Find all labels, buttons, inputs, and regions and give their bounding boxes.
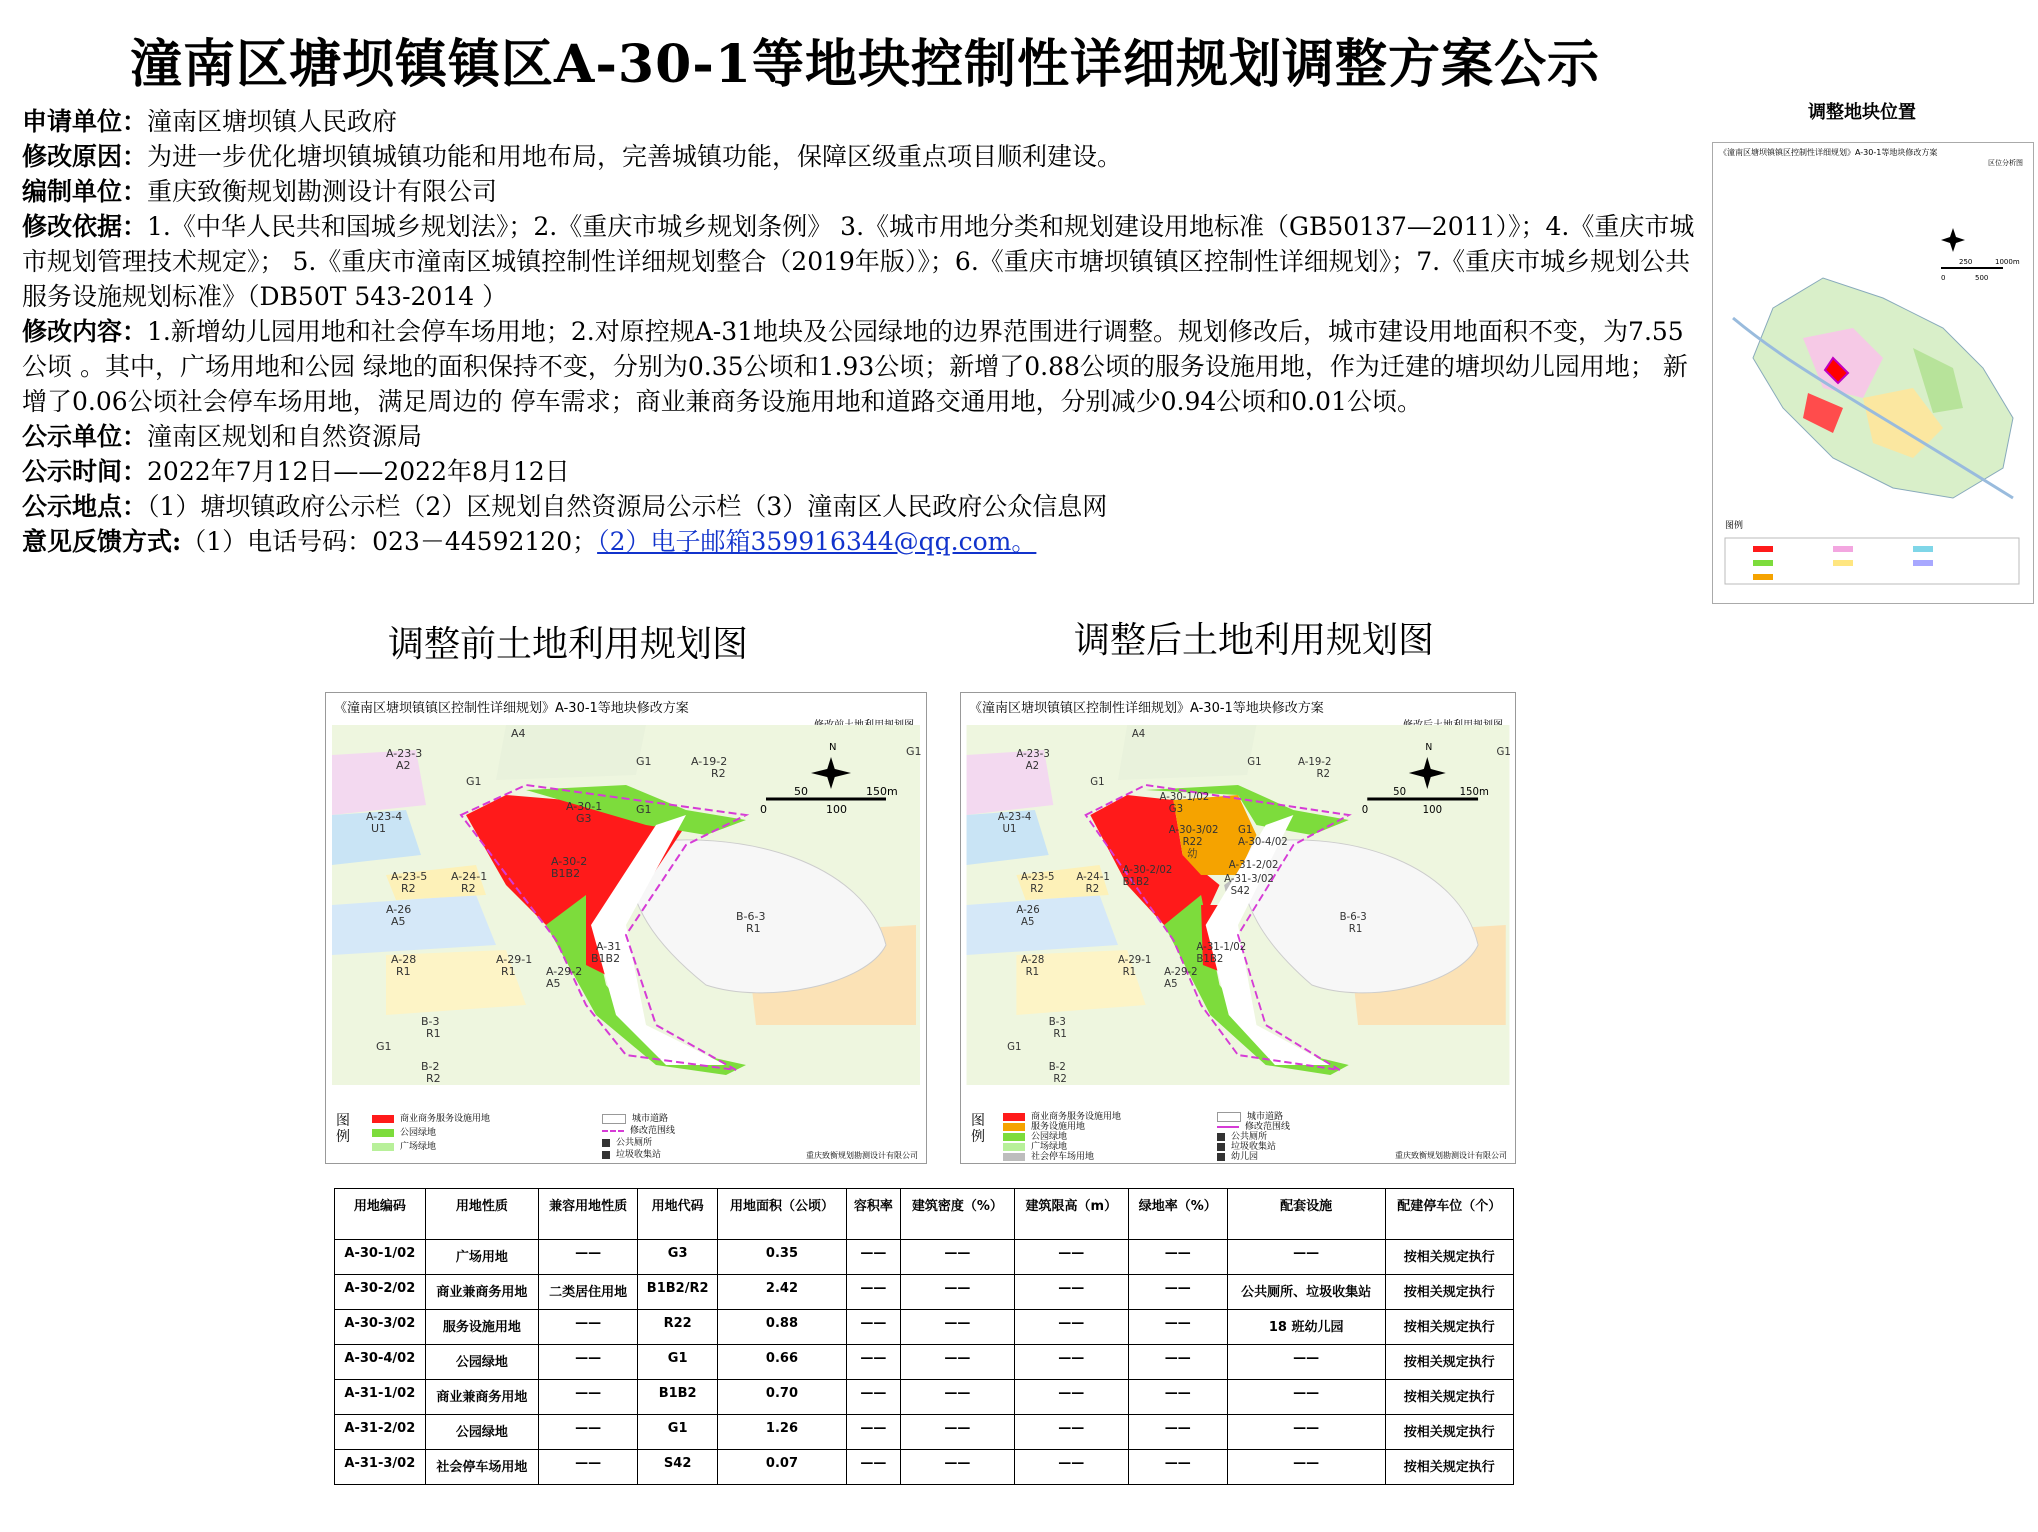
before-map-header: 《潼南区塘坝镇镇区控制性详细规划》A-30-1等地块修改方案 bbox=[334, 701, 689, 716]
before-map-label: R2 bbox=[461, 882, 476, 895]
after-map-label: A-19-2 bbox=[1298, 755, 1332, 769]
content-label: 修改内容： bbox=[22, 317, 148, 346]
table-cell: —— bbox=[846, 1450, 901, 1485]
before-map-label: R2 bbox=[426, 1072, 441, 1085]
after-map-label: R2 bbox=[1085, 882, 1100, 896]
after-map-label: B-3 bbox=[1048, 1015, 1066, 1029]
location-map-sub: 区位分析图 bbox=[1988, 159, 2023, 167]
after-map-label: G1 bbox=[1247, 755, 1262, 769]
before-map-label: A-23-4 bbox=[366, 810, 403, 823]
before-map-label: G1 bbox=[906, 745, 922, 758]
after-map-label: B1B2 bbox=[1196, 952, 1224, 966]
table-cell: 商业兼商务用地 bbox=[425, 1275, 539, 1310]
table-header-row bbox=[335, 1189, 1514, 1240]
table-header-cell: 用地面积（公顷） bbox=[718, 1189, 846, 1240]
table-header-cell: 配建停车位（个） bbox=[1385, 1189, 1513, 1240]
place-label: 公示地点： bbox=[22, 492, 148, 521]
after-map-label: R22 bbox=[1182, 835, 1203, 849]
table-cell: A-30-3/02 bbox=[335, 1310, 426, 1345]
before-map-label: A4 bbox=[511, 727, 526, 740]
after-map-label: R1 bbox=[1053, 1027, 1067, 1041]
before-scale-0: 0 bbox=[760, 803, 767, 816]
table-cell: 广场用地 bbox=[425, 1240, 539, 1275]
table-cell: 按相关规定执行 bbox=[1385, 1345, 1513, 1380]
before-parcel-a5 bbox=[332, 895, 496, 955]
before-map-label: A-28 bbox=[391, 953, 417, 966]
land-use-table-body bbox=[335, 1240, 1514, 1485]
table-cell: B1B2/R2 bbox=[638, 1275, 718, 1310]
after-legend-item-8: 公共厕所 bbox=[1217, 1129, 1267, 1142]
table-cell: —— bbox=[901, 1450, 1015, 1485]
land-use-table bbox=[334, 1188, 1514, 1485]
table-cell: —— bbox=[1014, 1310, 1128, 1345]
table-cell: 0.07 bbox=[718, 1450, 846, 1485]
table-cell: —— bbox=[846, 1275, 901, 1310]
table-cell: —— bbox=[901, 1345, 1015, 1380]
table-row bbox=[335, 1415, 1514, 1450]
after-map-label: A-23-3 bbox=[1016, 747, 1050, 761]
table-cell: 2.42 bbox=[718, 1275, 846, 1310]
before-map-label: G1 bbox=[376, 1040, 392, 1053]
after-scale-50: 50 bbox=[1393, 785, 1407, 799]
applicant-line bbox=[22, 104, 1702, 139]
before-map-label: A-30-2 bbox=[551, 855, 588, 868]
after-map-label: A-29-2 bbox=[1164, 965, 1198, 979]
after-map-label: U1 bbox=[1002, 822, 1017, 836]
before-map-label: A-19-2 bbox=[691, 755, 728, 768]
table-cell: G1 bbox=[638, 1345, 718, 1380]
location-legend-title: 图例 bbox=[1725, 521, 1744, 531]
table-row bbox=[335, 1450, 1514, 1485]
after-map-label: A-29-1 bbox=[1117, 953, 1152, 967]
before-map-label: R1 bbox=[396, 965, 411, 978]
before-map-label: A5 bbox=[391, 915, 406, 928]
location-map bbox=[1712, 142, 2034, 604]
table-cell: 0.70 bbox=[718, 1380, 846, 1415]
table-cell: —— bbox=[846, 1240, 901, 1275]
before-map-label: G1 bbox=[636, 755, 652, 768]
before-map-label: B1B2 bbox=[591, 952, 621, 965]
after-legend-item-10: 幼儿园 bbox=[1217, 1149, 1258, 1162]
table-cell: 1.26 bbox=[718, 1415, 846, 1450]
compiler-value: 重庆致衡规划勘测设计有限公司 bbox=[147, 177, 498, 206]
before-map-label: B-2 bbox=[421, 1060, 440, 1073]
after-map-label: A-30-4/02 bbox=[1238, 835, 1288, 849]
applicant-value: 潼南区塘坝镇人民政府 bbox=[147, 107, 398, 136]
table-cell: A-31-1/02 bbox=[335, 1380, 426, 1415]
after-map-label: R2 bbox=[1316, 767, 1331, 781]
after-map-label: A-28 bbox=[1021, 953, 1045, 967]
content-value: 1.新增幼儿园用地和社会停车场用地；2.对原控规A-31地块及公园绿地的边界范围进行调整。规划修改后，城市建设用地面积不变，为7.55公顷 。其中，广场用地和公园 绿地的面积保持不变，分别为0.35公顷和1.93公顷；新增了0.88公顷的服务设施用地，作为迁建的塘坝幼儿园用地； 新增了0.06公顷社会停车场用地，满足周边的 停车需求；商业兼商务设施用地和道路交通用地，分别减少0.94公顷和0.01公顷。 bbox=[22, 317, 1688, 416]
table-header-cell: 兼容用地性质 bbox=[539, 1189, 638, 1240]
table-cell: 按相关规定执行 bbox=[1385, 1275, 1513, 1310]
publisher-value: 潼南区规划和自然资源局 bbox=[147, 422, 423, 451]
publisher-line bbox=[22, 419, 1702, 454]
after-map-label: A5 bbox=[1164, 977, 1178, 991]
location-legend-swatch-5 bbox=[1833, 560, 1853, 566]
after-map-label: A-31-3/02 bbox=[1224, 872, 1274, 886]
table-cell: 社会停车场用地 bbox=[425, 1450, 539, 1485]
table-cell: —— bbox=[539, 1415, 638, 1450]
after-legend-item-7: 修改范围线 bbox=[1217, 1119, 1290, 1132]
table-cell: —— bbox=[1227, 1450, 1385, 1485]
publisher-label: 公示单位： bbox=[22, 422, 148, 451]
after-map-label: G1 bbox=[1496, 745, 1511, 759]
table-cell: —— bbox=[1227, 1240, 1385, 1275]
location-scale-500: 500 bbox=[1975, 274, 1989, 282]
table-cell: 按相关规定执行 bbox=[1385, 1450, 1513, 1485]
before-legend-item-4: 城市道路 bbox=[602, 1111, 668, 1124]
table-cell: —— bbox=[901, 1240, 1015, 1275]
before-map-label: A-23-3 bbox=[386, 747, 423, 760]
before-legend-item-2: 公园绿地 bbox=[372, 1125, 436, 1138]
after-legend-title: 图 例 bbox=[971, 1113, 985, 1145]
after-map-label: A-30-2/02 bbox=[1122, 863, 1173, 877]
before-map-label: A5 bbox=[546, 977, 561, 990]
table-cell: 按相关规定执行 bbox=[1385, 1310, 1513, 1345]
table-cell: 0.88 bbox=[718, 1310, 846, 1345]
after-map-label: A5 bbox=[1021, 915, 1035, 929]
before-map-label: A-30-1 bbox=[566, 800, 603, 813]
location-legend-swatch-7 bbox=[1913, 560, 1933, 566]
table-cell: —— bbox=[539, 1380, 638, 1415]
after-legend-item-6: 城市道路 bbox=[1217, 1109, 1283, 1122]
table-header-cell: 用地编码 bbox=[335, 1189, 426, 1240]
table-cell: —— bbox=[901, 1275, 1015, 1310]
before-map-label: G1 bbox=[466, 775, 482, 788]
time-line bbox=[22, 454, 1702, 489]
table-header-cell: 用地性质 bbox=[425, 1189, 539, 1240]
after-scale-100: 100 bbox=[1422, 803, 1443, 817]
table-cell: —— bbox=[901, 1415, 1015, 1450]
after-map-label: A-23-5 bbox=[1021, 870, 1055, 884]
table-row bbox=[335, 1275, 1514, 1310]
after-map-header: 《潼南区塘坝镇镇区控制性详细规划》A-30-1等地块修改方案 bbox=[969, 701, 1324, 716]
table-cell: 18 班幼儿园 bbox=[1227, 1310, 1385, 1345]
after-map-label: R2 bbox=[1053, 1072, 1067, 1085]
notice-info bbox=[22, 104, 1702, 559]
table-cell: 按相关规定执行 bbox=[1385, 1380, 1513, 1415]
table-cell: —— bbox=[846, 1380, 901, 1415]
location-legend-swatch-3 bbox=[1753, 574, 1773, 580]
location-scale-0: 0 bbox=[1941, 274, 1946, 282]
table-cell: —— bbox=[1014, 1345, 1128, 1380]
table-row bbox=[335, 1345, 1514, 1380]
table-cell: G1 bbox=[638, 1415, 718, 1450]
table-cell: 0.66 bbox=[718, 1345, 846, 1380]
table-row bbox=[335, 1240, 1514, 1275]
table-cell: —— bbox=[1128, 1345, 1227, 1380]
table-cell: 二类居住用地 bbox=[539, 1275, 638, 1310]
after-map-label: G1 bbox=[1238, 823, 1253, 837]
table-row bbox=[335, 1310, 1514, 1345]
before-map-label: A-29-2 bbox=[546, 965, 583, 978]
page-title: 潼南区塘坝镇镇区A-30-1等地块控制性详细规划调整方案公示 bbox=[130, 34, 1601, 95]
basis-line bbox=[22, 209, 1702, 314]
table-cell: 公园绿地 bbox=[425, 1415, 539, 1450]
before-map-label: B-6-3 bbox=[736, 910, 766, 923]
table-cell: 0.35 bbox=[718, 1240, 846, 1275]
before-map bbox=[325, 692, 927, 1164]
after-map-label: B-2 bbox=[1048, 1060, 1066, 1074]
location-legend-swatch-2 bbox=[1753, 560, 1773, 566]
after-legend-item-5: 社会停车场用地 bbox=[1003, 1149, 1094, 1162]
table-cell: —— bbox=[1227, 1345, 1385, 1380]
table-cell: —— bbox=[846, 1310, 901, 1345]
table-cell: —— bbox=[539, 1240, 638, 1275]
after-map-label: G3 bbox=[1168, 802, 1184, 816]
after-map-label: A2 bbox=[1025, 759, 1040, 773]
after-map-label: A-26 bbox=[1016, 903, 1040, 917]
table-header-cell: 用地代码 bbox=[638, 1189, 718, 1240]
table-cell: —— bbox=[1128, 1450, 1227, 1485]
time-label: 公示时间： bbox=[22, 457, 148, 486]
table-cell: —— bbox=[1014, 1450, 1128, 1485]
table-cell: —— bbox=[1014, 1415, 1128, 1450]
after-map-label: R2 bbox=[1030, 882, 1044, 896]
place-line bbox=[22, 489, 1702, 524]
after-map-label: G1 bbox=[1090, 775, 1105, 789]
table-header-cell: 绿地率（%） bbox=[1128, 1189, 1227, 1240]
table-cell: G3 bbox=[638, 1240, 718, 1275]
after-map-label: R1 bbox=[1025, 965, 1040, 979]
after-map-label: A-30-1/02 bbox=[1159, 790, 1210, 804]
table-header-cell: 容积率 bbox=[846, 1189, 901, 1240]
table-cell: A-31-2/02 bbox=[335, 1415, 426, 1450]
table-cell: —— bbox=[539, 1450, 638, 1485]
table-header-cell: 建筑密度（%） bbox=[901, 1189, 1015, 1240]
after-legend-item-4: 广场绿地 bbox=[1003, 1139, 1067, 1152]
compiler-label: 编制单位： bbox=[22, 177, 148, 206]
before-map-label: R2 bbox=[401, 882, 416, 895]
table-cell: A-30-1/02 bbox=[335, 1240, 426, 1275]
table-cell: 商业兼商务用地 bbox=[425, 1380, 539, 1415]
before-scale-150: 150m bbox=[866, 785, 898, 798]
table-cell: —— bbox=[901, 1380, 1015, 1415]
table-cell: —— bbox=[846, 1345, 901, 1380]
before-compass-north: N bbox=[829, 742, 837, 753]
location-map-header: 《潼南区塘坝镇镇区控制性详细规划》A-30-1等地块修改方案 bbox=[1719, 148, 1938, 157]
after-legend-item-2: 服务设施用地 bbox=[1003, 1119, 1085, 1132]
land-use-table-head bbox=[335, 1189, 1514, 1240]
location-legend-swatch-4 bbox=[1833, 546, 1853, 552]
after-map-label: B-6-3 bbox=[1339, 910, 1367, 924]
table-cell: R22 bbox=[638, 1310, 718, 1345]
feedback-label: 意见反馈方式: bbox=[22, 527, 182, 556]
before-legend-item-5: 修改范围线 bbox=[602, 1123, 675, 1136]
time-value: 2022年7月12日——2022年8月12日 bbox=[147, 457, 570, 486]
after-map-label: A4 bbox=[1131, 727, 1146, 741]
before-map-label: A-29-1 bbox=[496, 953, 533, 966]
table-cell: —— bbox=[1128, 1310, 1227, 1345]
table-cell: —— bbox=[901, 1310, 1015, 1345]
before-legend-item-7: 垃圾收集站 bbox=[602, 1147, 661, 1160]
table-cell: —— bbox=[1128, 1415, 1227, 1450]
before-map-label: B1B2 bbox=[551, 867, 581, 880]
table-cell: —— bbox=[539, 1345, 638, 1380]
after-map-label: G1 bbox=[1007, 1040, 1022, 1054]
after-map bbox=[960, 692, 1516, 1164]
before-scale-100: 100 bbox=[826, 803, 847, 816]
before-map-label: A-26 bbox=[386, 903, 412, 916]
after-legend-item-1: 商业商务服务设施用地 bbox=[1003, 1109, 1121, 1122]
compiler-line bbox=[22, 174, 1702, 209]
table-cell: 按相关规定执行 bbox=[1385, 1415, 1513, 1450]
after-map-label: A-30-3/02 bbox=[1168, 823, 1219, 837]
before-legend-item-6: 公共厕所 bbox=[602, 1135, 652, 1148]
table-cell: —— bbox=[1227, 1380, 1385, 1415]
after-credit: 重庆致衡规划勘测设计有限公司 bbox=[1395, 1151, 1507, 1160]
before-map-label: A-23-5 bbox=[391, 870, 428, 883]
after-map-label: 幼 bbox=[1187, 847, 1198, 861]
before-map-caption: 调整前土地利用规划图 bbox=[388, 624, 749, 665]
after-scale-150: 150m bbox=[1459, 785, 1489, 799]
after-map-label: A-23-4 bbox=[997, 810, 1032, 824]
before-map-label: U1 bbox=[371, 822, 387, 835]
table-cell: 公园绿地 bbox=[425, 1345, 539, 1380]
location-legend-swatch-1 bbox=[1753, 546, 1773, 552]
before-map-label: A-24-1 bbox=[451, 870, 488, 883]
before-map-label: R1 bbox=[426, 1027, 441, 1040]
table-cell: B1B2 bbox=[638, 1380, 718, 1415]
before-legend-title: 图 例 bbox=[336, 1113, 350, 1145]
table-cell: 公共厕所、垃圾收集站 bbox=[1227, 1275, 1385, 1310]
location-legend-swatch-6 bbox=[1913, 546, 1933, 552]
table-cell: S42 bbox=[638, 1450, 718, 1485]
reason-line bbox=[22, 139, 1702, 174]
location-scale-250: 250 bbox=[1959, 258, 1973, 266]
location-title: 调整地块位置 bbox=[1808, 102, 1916, 123]
table-cell: —— bbox=[1014, 1380, 1128, 1415]
before-map-label: R1 bbox=[501, 965, 516, 978]
before-map-label: R2 bbox=[711, 767, 726, 780]
basis-value: 1.《中华人民共和国城乡规划法》；2.《重庆市城乡规划条例》 3.《城市用地分类和规划建设用地标准（GB50137—2011）》；4.《重庆市城市规划管理技术规定》； 5.《重庆市潼南区城镇控制性详细规划整合（2019年版）》；6.《重庆市塘坝镇镇区控制性详细规划》；7.《重庆市城乡规划公共服务设施规划标准》（DB50T 543-2014 ） bbox=[22, 212, 1695, 311]
feedback-line bbox=[22, 524, 1702, 559]
reason-label: 修改原因： bbox=[22, 142, 148, 171]
before-scale-50: 50 bbox=[794, 785, 808, 798]
table-cell: 按相关规定执行 bbox=[1385, 1240, 1513, 1275]
table-cell: —— bbox=[1014, 1240, 1128, 1275]
table-header-cell: 建筑限高（m） bbox=[1014, 1189, 1128, 1240]
after-parcel-a5 bbox=[967, 895, 1118, 955]
applicant-label: 申请单位： bbox=[22, 107, 148, 136]
before-legend-item-3: 广场绿地 bbox=[372, 1139, 436, 1152]
before-legend-item-1: 商业商务服务设施用地 bbox=[372, 1111, 490, 1124]
after-compass-north: N bbox=[1425, 741, 1433, 754]
after-legend-item-3: 公园绿地 bbox=[1003, 1129, 1067, 1142]
table-cell: —— bbox=[539, 1310, 638, 1345]
reason-value: 为进一步优化塘坝镇城镇功能和用地布局，完善城镇功能，保障区级重点项目顺利建设。 bbox=[147, 142, 1123, 171]
before-credit: 重庆致衡规划勘测设计有限公司 bbox=[806, 1151, 918, 1160]
content-line bbox=[22, 314, 1702, 419]
before-map-label: G1 bbox=[636, 803, 652, 816]
table-cell: 服务设施用地 bbox=[425, 1310, 539, 1345]
location-scale-1000: 1000m bbox=[1995, 258, 2020, 266]
after-scale-0: 0 bbox=[1361, 803, 1369, 817]
after-map-label: S42 bbox=[1230, 884, 1250, 898]
before-map-label: A-31 bbox=[596, 940, 622, 953]
table-cell: —— bbox=[1128, 1275, 1227, 1310]
after-map-label: A-31-2/02 bbox=[1228, 858, 1279, 872]
table-cell: A-30-4/02 bbox=[335, 1345, 426, 1380]
basis-label: 修改依据： bbox=[22, 212, 148, 241]
before-map-drawing bbox=[326, 725, 926, 1085]
location-town-area bbox=[1753, 278, 2013, 498]
table-cell: A-30-2/02 bbox=[335, 1275, 426, 1310]
place-value: （1）塘坝镇政府公示栏（2）区规划自然资源局公示栏（3）潼南区人民政府公众信息网 bbox=[147, 492, 1108, 521]
after-map-label: B1B2 bbox=[1122, 875, 1150, 889]
before-map-label: A2 bbox=[396, 759, 411, 772]
after-legend-item-9: 垃圾收集站 bbox=[1217, 1139, 1276, 1152]
feedback-email-link[interactable]: （2）电子邮箱359916344@qq.com。 bbox=[597, 527, 1037, 556]
after-map-label: R1 bbox=[1348, 922, 1363, 936]
table-cell: —— bbox=[1227, 1415, 1385, 1450]
table-row bbox=[335, 1380, 1514, 1415]
before-map-label: R1 bbox=[746, 922, 761, 935]
table-cell: —— bbox=[1014, 1275, 1128, 1310]
after-map-label: A-31-1/02 bbox=[1196, 940, 1247, 954]
after-map-label: R1 bbox=[1122, 965, 1137, 979]
location-map-drawing bbox=[1713, 168, 2031, 598]
location-compass-icon bbox=[1941, 228, 1965, 252]
table-cell: —— bbox=[1128, 1240, 1227, 1275]
table-cell: A-31-3/02 bbox=[335, 1450, 426, 1485]
feedback-phone: （1）电话号码：023－44592120； bbox=[181, 527, 598, 556]
table-cell: —— bbox=[1128, 1380, 1227, 1415]
before-map-label: G3 bbox=[576, 812, 592, 825]
table-cell: —— bbox=[846, 1415, 901, 1450]
table-header-cell: 配套设施 bbox=[1227, 1189, 1385, 1240]
before-map-label: B-3 bbox=[421, 1015, 440, 1028]
after-map-caption: 调整后土地利用规划图 bbox=[1074, 620, 1435, 661]
after-map-drawing bbox=[961, 725, 1515, 1085]
after-map-label: A-24-1 bbox=[1076, 870, 1110, 884]
